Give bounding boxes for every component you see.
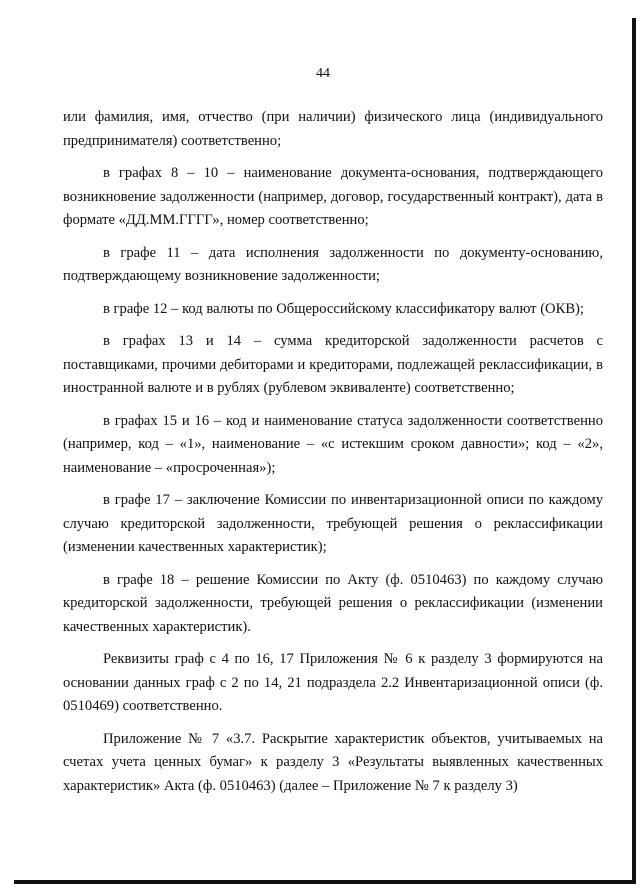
paragraph-4: в графе 12 – код валюты по Общероссийскому классификатору валют (ОКВ);: [103, 300, 584, 317]
paragraph-8: в графе 18 – решение Комиссии по Акту (ф. 0510463) по каждому случаю кредиторской задолженности, требующей решения о реклассификации (изменении качественных характеристик).: [63, 571, 603, 635]
paragraph-10: Приложение № 7 «3.7. Раскрытие характеристик объектов, учитываемых на счетах учета ценных бумаг» к разделу 3 «Результаты выявленных качественных характеристик» Акта (ф. 0510463) (далее – Приложение № 7 к разделу 3): [63, 730, 603, 794]
document-page: [14, 18, 636, 884]
paragraph-3: в графе 11 – дата исполнения задолженности по документу-основанию, подтверждающему возникновение задолженности;: [63, 244, 603, 284]
paragraph-5: в графах 13 и 14 – сумма кредиторской задолженности расчетов с поставщиками, прочими дебиторами и кредиторами, подлежащей реклассификации, в иностранной валюте и в рублях (рублевом эквиваленте) соответственно;: [63, 333, 603, 396]
paragraph-6: в графах 15 и 16 – код и наименование статуса задолженности соответственно (например, код – «1», наименование – «с истекшим сроком давности»; код – «2», наименование – «просроченная»);: [63, 412, 603, 476]
paragraph-7: в графе 17 – заключение Комиссии по инвентаризационной описи по каждому случаю кредиторской задолженности, требующей решения о реклассификации (изменении качественных характеристик);: [63, 492, 603, 555]
paragraph-2: в графах 8 – 10 – наименование документа-основания, подтверждающего возникновение задолженности (например, договор, государственный контракт), дата в формате «ДД.ММ.ГГГГ», номер соответственно;: [63, 165, 603, 228]
document-body: [63, 106, 603, 807]
paragraph-1: или фамилия, имя, отчество (при наличии) физического лица (индивидуального предпринимателя) соответственно;: [63, 109, 603, 149]
page-number: 44: [316, 66, 330, 81]
paragraph-9: Реквизиты граф с 4 по 16, 17 Приложения № 6 к разделу 3 формируются на основании данных граф с 2 по 14, 21 подраздела 2.2 Инвентаризационной описи (ф. 0510469) соответственно.: [63, 651, 603, 714]
